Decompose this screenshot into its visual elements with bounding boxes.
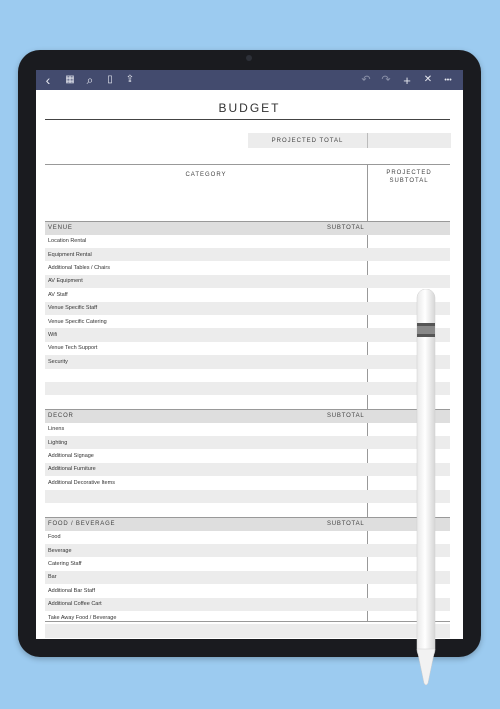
page-title: BUDGET — [218, 101, 281, 115]
row-label: Additional Bar Staff — [48, 587, 95, 594]
table-row[interactable] — [45, 624, 450, 637]
table-row[interactable] — [45, 369, 450, 382]
stylus-pencil-icon — [416, 289, 436, 689]
row-label: AV Equipment — [48, 278, 83, 285]
row-label: Linens — [48, 426, 65, 433]
plus-icon[interactable]: + — [403, 72, 411, 88]
table-row[interactable] — [45, 235, 450, 248]
back-chevron-icon[interactable]: ‹ — [45, 72, 51, 88]
app-toolbar — [36, 70, 463, 90]
row-label: Venue Specific Staff — [48, 305, 98, 312]
share-icon[interactable]: ⇪ — [125, 74, 135, 85]
row-label: Security — [48, 358, 68, 365]
table-row[interactable] — [45, 476, 450, 489]
table-row[interactable] — [45, 395, 450, 408]
table-row[interactable] — [45, 611, 450, 624]
front-camera — [246, 55, 252, 61]
table-row[interactable] — [45, 463, 450, 476]
tablet-device — [18, 50, 481, 657]
row-label: Location Rental — [48, 238, 87, 245]
row-label: Bar — [48, 574, 57, 581]
section-name: FOOD / BEVERAGE — [48, 521, 116, 527]
table-row[interactable] — [45, 449, 450, 462]
row-label: Additional Signage — [48, 452, 94, 459]
row-label: Additional Decorative Items — [48, 479, 115, 486]
section-header — [45, 517, 450, 531]
table-row[interactable] — [45, 302, 450, 315]
table-row[interactable] — [45, 261, 450, 274]
table-row[interactable] — [45, 328, 450, 341]
projected-subtotal-header-line1: PROJECTED — [386, 170, 432, 176]
table-row[interactable] — [45, 382, 450, 395]
row-label: Take Away Food / Beverage — [48, 614, 117, 621]
table-row[interactable] — [45, 355, 450, 368]
table-top-border — [45, 164, 450, 165]
section-header — [45, 409, 450, 423]
table-row[interactable] — [45, 315, 450, 328]
row-label: Venue Tech Support — [48, 345, 98, 352]
row-label: Additional Coffee Cart — [48, 601, 102, 608]
title-underline — [45, 119, 450, 120]
table-row[interactable] — [45, 531, 450, 544]
projected-subtotal-header-line2: SUBTOTAL — [389, 178, 429, 184]
table-row[interactable] — [45, 423, 450, 436]
projected-total-label: PROJECTED TOTAL — [248, 133, 367, 148]
category-header: CATEGORY — [185, 172, 227, 178]
table-row[interactable] — [45, 638, 450, 639]
table-row[interactable] — [45, 571, 450, 584]
row-label: Beverage — [48, 547, 72, 554]
row-label: Wifi — [48, 331, 58, 338]
section-name: VENUE — [48, 225, 73, 231]
undo-icon[interactable]: ↶ — [361, 73, 371, 86]
table-row[interactable] — [45, 436, 450, 449]
row-label: Food — [48, 534, 61, 541]
table-row[interactable] — [45, 598, 450, 611]
row-label: Additional Tables / Chairs — [48, 264, 110, 271]
bookmark-icon[interactable]: ▯ — [107, 74, 113, 85]
row-label: Equipment Rental — [48, 251, 92, 258]
screen — [36, 70, 463, 639]
table-row[interactable] — [45, 275, 450, 288]
redo-icon[interactable]: ↷ — [381, 73, 391, 86]
section-subtotal-label: SUBTOTAL — [327, 413, 365, 419]
table-row[interactable] — [45, 248, 450, 261]
close-pen-icon[interactable]: ✕ — [423, 74, 433, 85]
projected-total-field[interactable] — [367, 133, 451, 148]
row-label: Additional Furniture — [48, 466, 96, 473]
section-subtotal-label: SUBTOTAL — [327, 225, 365, 231]
table-row[interactable] — [45, 342, 450, 355]
section-subtotal-label: SUBTOTAL — [327, 521, 365, 527]
row-label: AV Staff — [48, 291, 68, 298]
table-row[interactable] — [45, 503, 450, 516]
section-name: DECOR — [48, 413, 74, 419]
row-label: Catering Staff — [48, 560, 82, 567]
table-row[interactable] — [45, 557, 450, 570]
row-label: Venue Specific Catering — [48, 318, 107, 325]
grid-icon[interactable]: ▦ — [65, 74, 75, 85]
table-row[interactable] — [45, 490, 450, 503]
section-header — [45, 221, 450, 235]
table-row[interactable] — [45, 584, 450, 597]
search-icon[interactable]: ⌕ — [86, 73, 94, 87]
projected-subtotal-header — [368, 169, 450, 185]
table-row[interactable] — [45, 544, 450, 557]
table-row[interactable] — [45, 288, 450, 301]
row-label: Lighting — [48, 439, 68, 446]
more-icon[interactable]: ••• — [444, 76, 452, 84]
